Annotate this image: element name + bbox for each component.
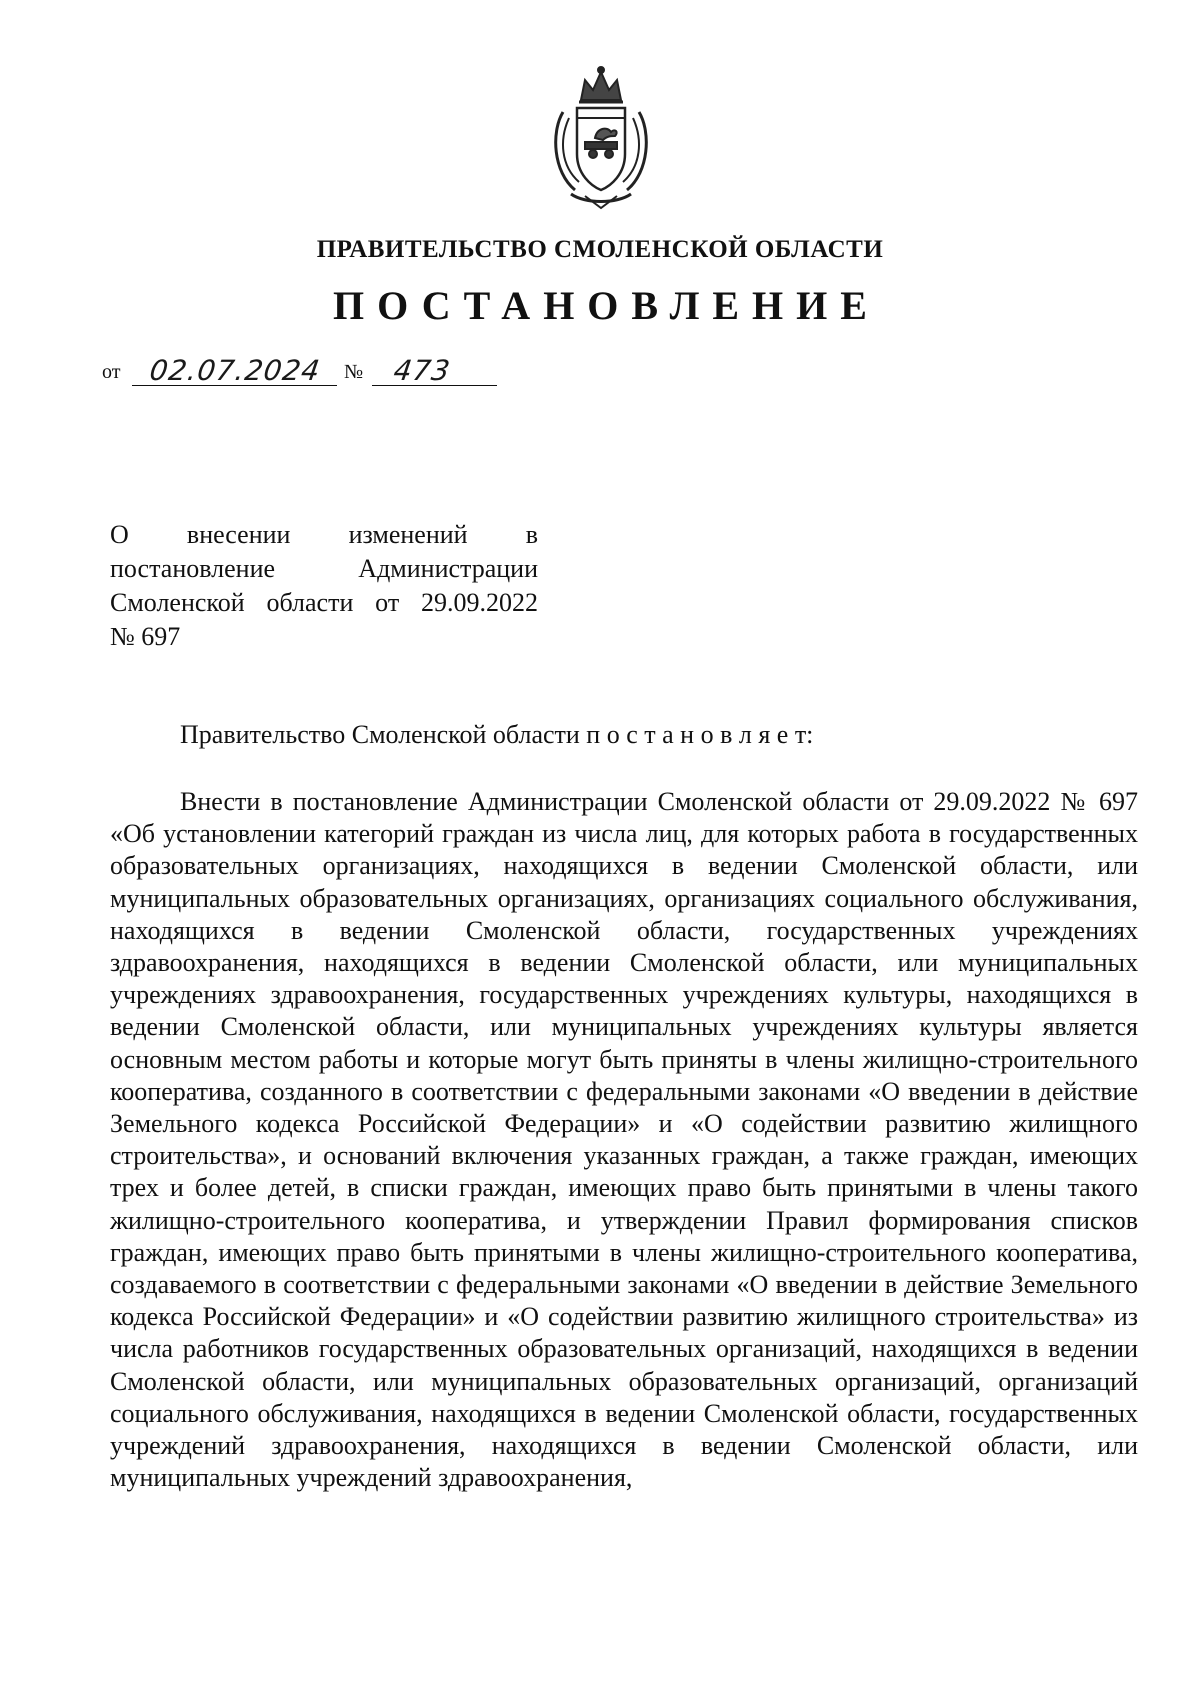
body-paragraph: Внести в постановление Администрации Смоленской области от 29.09.2022 № 697 «Об установлении категорий граждан из числа лиц, для которых работа в государственных образовательных организациях, находящихся в ведении Смоленской области, или муниципальных образовательных организациях, организациях социального обслуживания, находящихся в ведении Смоленской области, государственных учреждениях здравоохранения, находящихся в ведении Смоленской области, или муниципальных учреждениях здравоохранения, государственных учреждениях культуры, находящихся в ведении Смоленской области, или муниципальных учреждениях культуры является основным местом работы и которые могут быть приняты в члены жилищно-строительного кооператива, созданного в соответствии с федеральными законами «О введении в действие Земельного кодекса Российской Федерации» и «О содействии развитию жилищного строительства», и оснований включения указанных граждан, а также граждан, имеющих трех и более детей, в списки граждан, имеющих право быть принятыми в члены такого жилищно-строительного кооператива, и утверждении Правил формирования списков граждан, имеющих право быть принятыми в члены жилищно-строительного кооператива, создаваемого в соответствии с федеральными законами «О введении в действие Земельного кодекса Российской Федерации» и «О содействии развитию жилищного строительства» из числа работников государственных образовательных организаций, находящихся в ведении Смоленской области, или муниципальных образовательных организаций, организаций социального обслуживания, находящихся в ведении Смоленской области, государственных учреждений здравоохранения, находящихся в ведении Смоленской области, или муниципальных учреждений здравоохранения,: [110, 787, 1138, 1493]
preamble: Правительство Смоленской области п о с т а н о в л я е т:: [180, 720, 814, 749]
government-title: ПРАВИТЕЛЬСТВО СМОЛЕНСКОЙ ОБЛАСТИ: [316, 236, 884, 263]
document-subject: [110, 518, 538, 654]
date-value-handwritten: 02.07.2024: [147, 354, 323, 387]
subject-line: № 697: [110, 622, 181, 651]
subject-line: постановление Администрации: [110, 554, 538, 583]
number-value-handwritten: 473: [391, 354, 453, 387]
subject-line: Смоленской области от 29.09.2022: [110, 588, 538, 617]
number-prefix: №: [344, 361, 364, 383]
registration-line: [102, 350, 532, 390]
smolensk-coat-of-arms-icon: [545, 62, 657, 212]
document-type-title: ПОСТАНОВЛЕНИЕ: [333, 283, 880, 328]
date-prefix: от: [102, 361, 121, 383]
subject-line: О внесении изменений в: [110, 520, 538, 549]
